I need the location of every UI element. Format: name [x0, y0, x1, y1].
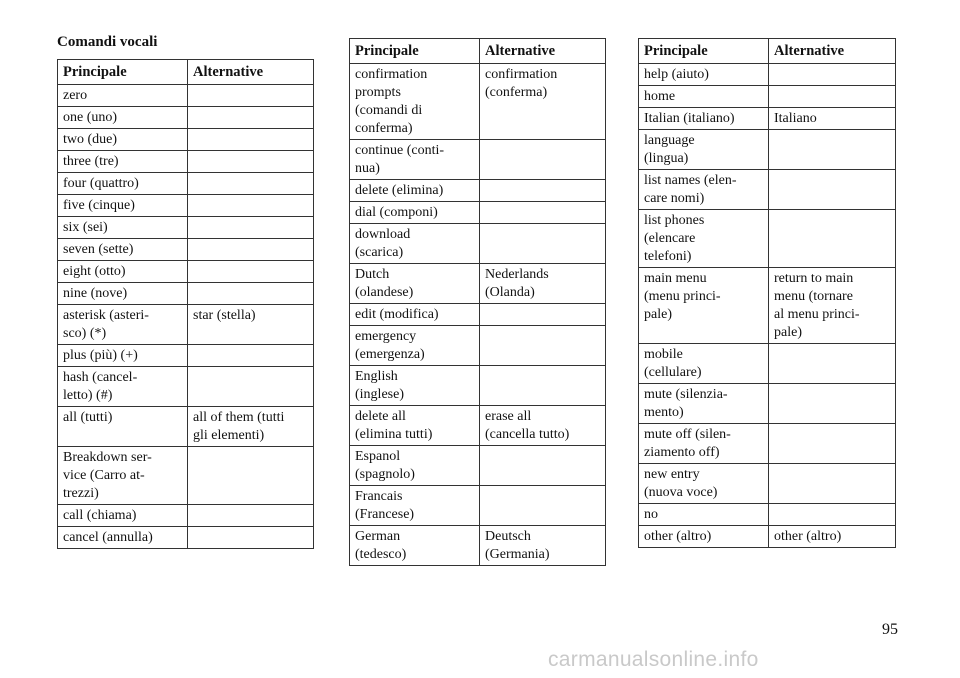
principal-cell: nine (nove) [58, 283, 188, 305]
table-row [58, 107, 314, 129]
principal-cell: cancel (annulla) [58, 527, 188, 549]
principal-cell: German (tedesco) [350, 526, 480, 566]
table-row [58, 345, 314, 367]
alternative-cell [188, 173, 314, 195]
table-row [350, 304, 606, 326]
watermark-text: carmanualsonline.info [548, 648, 759, 671]
table-row [58, 367, 314, 407]
principal-cell: other (altro) [639, 526, 769, 548]
principal-cell: new entry (nuova voce) [639, 464, 769, 504]
alternative-cell [188, 129, 314, 151]
principal-cell: language (lingua) [639, 130, 769, 170]
table-row [58, 195, 314, 217]
table-row [58, 305, 314, 345]
alternative-cell [188, 505, 314, 527]
alternative-cell [188, 217, 314, 239]
principal-cell: Espanol (spagnolo) [350, 446, 480, 486]
table-row [58, 217, 314, 239]
principal-cell: confirmation prompts (comandi di conferma) [350, 64, 480, 140]
principal-cell: seven (sette) [58, 239, 188, 261]
table-row [350, 326, 606, 366]
table-row [639, 344, 896, 384]
principal-cell: three (tre) [58, 151, 188, 173]
table-row [350, 180, 606, 202]
alternative-cell [188, 239, 314, 261]
principal-cell: download (scarica) [350, 224, 480, 264]
principal-cell: edit (modifica) [350, 304, 480, 326]
alternative-cell [188, 283, 314, 305]
header-principal: Principale [350, 39, 480, 64]
table-row [350, 366, 606, 406]
alternative-cell [188, 447, 314, 505]
alternative-cell [188, 345, 314, 367]
table-row [639, 64, 896, 86]
alternative-cell [188, 195, 314, 217]
principal-cell: home [639, 86, 769, 108]
principal-cell: help (aiuto) [639, 64, 769, 86]
principal-cell: hash (cancel- letto) (#) [58, 367, 188, 407]
alternative-cell [769, 344, 896, 384]
principal-cell: five (cinque) [58, 195, 188, 217]
page-number: 95 [882, 621, 898, 638]
alternative-cell [188, 151, 314, 173]
alternative-cell [769, 130, 896, 170]
table-row [639, 526, 896, 548]
alternative-cell [769, 64, 896, 86]
principal-cell: main menu (menu princi- pale) [639, 268, 769, 344]
table-row [58, 261, 314, 283]
table-row [58, 151, 314, 173]
principal-cell: asterisk (asteri- sco) (*) [58, 305, 188, 345]
section-title: Comandi vocali [57, 34, 158, 50]
principal-cell: delete all (elimina tutti) [350, 406, 480, 446]
principal-cell: Francais (Francese) [350, 486, 480, 526]
alternative-cell: all of them (tutti gli elementi) [188, 407, 314, 447]
alternative-cell [480, 140, 606, 180]
principal-cell: six (sei) [58, 217, 188, 239]
table-row [639, 170, 896, 210]
table-row [58, 173, 314, 195]
alternative-cell [188, 107, 314, 129]
table-row [58, 447, 314, 505]
table-row [639, 210, 896, 268]
table-row [58, 129, 314, 151]
principal-cell: mobile (cellulare) [639, 344, 769, 384]
voice-commands-table-1 [57, 59, 314, 549]
alternative-cell [188, 527, 314, 549]
table-row [58, 283, 314, 305]
principal-cell: one (uno) [58, 107, 188, 129]
table-row [350, 486, 606, 526]
table-row [58, 407, 314, 447]
table-row [350, 526, 606, 566]
table-row [639, 86, 896, 108]
table-header-row [639, 39, 896, 64]
principal-cell: list names (elen- care nomi) [639, 170, 769, 210]
alternative-cell [769, 384, 896, 424]
principal-cell: emergency (emergenza) [350, 326, 480, 366]
principal-cell: zero [58, 85, 188, 107]
header-alternative: Alternative [769, 39, 896, 64]
alternative-cell: Italiano [769, 108, 896, 130]
alternative-cell [188, 85, 314, 107]
principal-cell: all (tutti) [58, 407, 188, 447]
principal-cell: plus (più) (+) [58, 345, 188, 367]
table-row [350, 64, 606, 140]
principal-cell: four (quattro) [58, 173, 188, 195]
alternative-cell [769, 424, 896, 464]
alternative-cell [480, 224, 606, 264]
voice-commands-table-2 [349, 38, 606, 566]
principal-cell: list phones (elencare telefoni) [639, 210, 769, 268]
principal-cell: Italian (italiano) [639, 108, 769, 130]
table-row [350, 406, 606, 446]
alternative-cell: confirmation (conferma) [480, 64, 606, 140]
table-header-row [58, 60, 314, 85]
principal-cell: eight (otto) [58, 261, 188, 283]
alternative-cell [769, 504, 896, 526]
alternative-cell [769, 170, 896, 210]
alternative-cell [188, 367, 314, 407]
table-row [58, 85, 314, 107]
table-row [639, 384, 896, 424]
principal-cell: continue (conti- nua) [350, 140, 480, 180]
table-row [58, 527, 314, 549]
principal-cell: mute off (silen- ziamento off) [639, 424, 769, 464]
alternative-cell [480, 486, 606, 526]
principal-cell: Breakdown ser- vice (Carro at- trezzi) [58, 447, 188, 505]
alternative-cell [480, 366, 606, 406]
alternative-cell: Deutsch (Germania) [480, 526, 606, 566]
table-row [639, 504, 896, 526]
principal-cell: delete (elimina) [350, 180, 480, 202]
alternative-cell: Nederlands (Olanda) [480, 264, 606, 304]
table-row [350, 264, 606, 304]
table-row [639, 424, 896, 464]
voice-commands-table-3 [638, 38, 896, 548]
alternative-cell [769, 464, 896, 504]
table-row [639, 108, 896, 130]
alternative-cell: erase all (cancella tutto) [480, 406, 606, 446]
alternative-cell: star (stella) [188, 305, 314, 345]
principal-cell: no [639, 504, 769, 526]
header-principal: Principale [639, 39, 769, 64]
principal-cell: dial (componi) [350, 202, 480, 224]
table-row [58, 505, 314, 527]
table-row [639, 268, 896, 344]
alternative-cell [480, 180, 606, 202]
alternative-cell [769, 86, 896, 108]
alternative-cell: other (altro) [769, 526, 896, 548]
alternative-cell: return to main menu (tornare al menu princi- pale) [769, 268, 896, 344]
alternative-cell [480, 446, 606, 486]
header-alternative: Alternative [188, 60, 314, 85]
principal-cell: mute (silenzia- mento) [639, 384, 769, 424]
table-row [350, 446, 606, 486]
table-row [58, 239, 314, 261]
table-row [350, 202, 606, 224]
principal-cell: Dutch (olandese) [350, 264, 480, 304]
alternative-cell [480, 202, 606, 224]
principal-cell: English (inglese) [350, 366, 480, 406]
alternative-cell [480, 304, 606, 326]
table-row [350, 224, 606, 264]
table-row [639, 130, 896, 170]
alternative-cell [188, 261, 314, 283]
alternative-cell [769, 210, 896, 268]
alternative-cell [480, 326, 606, 366]
table-row [350, 140, 606, 180]
header-alternative: Alternative [480, 39, 606, 64]
principal-cell: two (due) [58, 129, 188, 151]
principal-cell: call (chiama) [58, 505, 188, 527]
table-header-row [350, 39, 606, 64]
table-row [639, 464, 896, 504]
header-principal: Principale [58, 60, 188, 85]
